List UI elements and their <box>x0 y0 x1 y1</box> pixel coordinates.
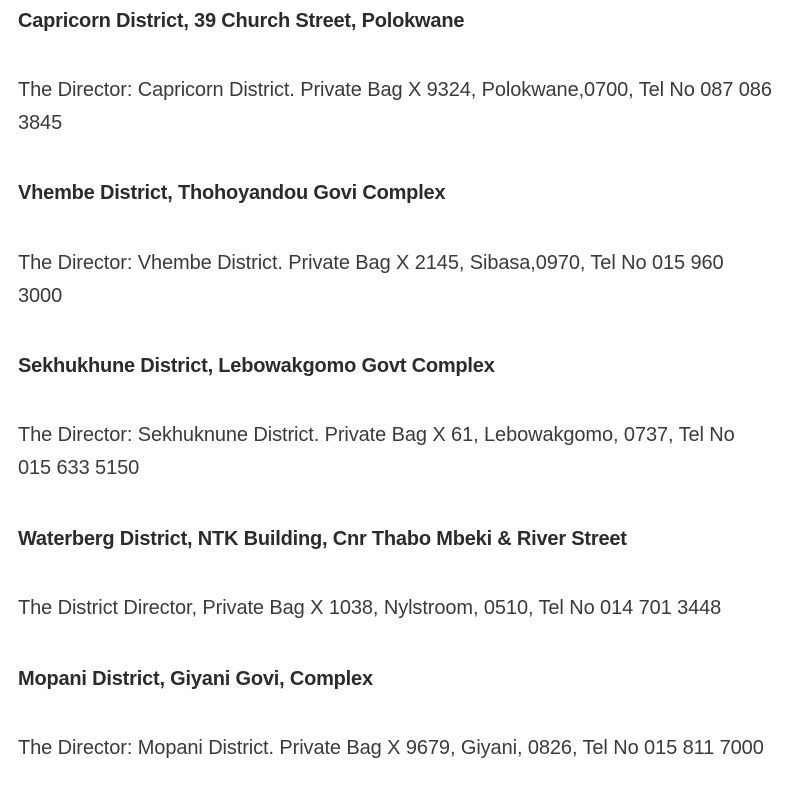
district-heading: Vhembe District, Thohoyandou Govi Complex <box>18 182 446 204</box>
district-mopani <box>18 658 373 695</box>
district-address: The District Director, Private Bag X 1038, Nylstroom, 0510, Tel No 014 701 3448 <box>18 597 722 619</box>
district-heading: Capricorn District, 39 Church Street, Polokwane <box>18 10 465 32</box>
district-address: The Director: Capricorn District. Private Bag X 9324, Polokwane,0700, Tel No 087 086 3845 <box>18 79 772 134</box>
district-capricorn <box>18 0 464 37</box>
district-address: The Director: Mopani District. Private Bag X 9679, Giyani, 0826, Tel No 015 811 7000 <box>18 737 764 759</box>
district-mopani-address-block <box>18 732 773 765</box>
district-address: The Director: Vhembe District. Private Bag X 2145, Sibasa,0970, Tel No 015 960 3000 <box>18 252 724 307</box>
district-heading: Waterberg District, NTK Building, Cnr Thabo Mbeki & River Street <box>18 528 627 550</box>
district-vhembe <box>18 172 445 209</box>
district-address: The Director: Sekhuknune District. Private Bag X 61, Lebowakgomo, 0737, Tel No 015 633 5150 <box>18 424 735 479</box>
district-capricorn-address-block <box>18 74 773 139</box>
district-sekhukhune <box>18 345 495 382</box>
district-heading: Mopani District, Giyani Govi, Complex <box>18 668 373 690</box>
district-vhembe-address-block <box>18 247 773 312</box>
district-waterberg <box>18 518 627 555</box>
district-heading: Sekhukhune District, Lebowakgomo Govt Complex <box>18 355 495 377</box>
district-sekhukhune-address-block <box>18 419 773 484</box>
district-waterberg-address-block <box>18 592 773 625</box>
